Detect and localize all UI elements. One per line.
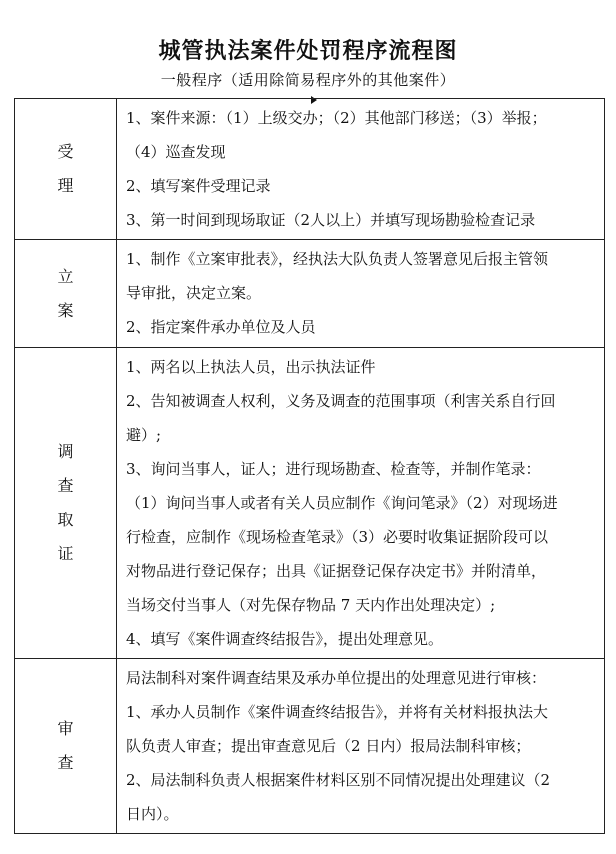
content-line: 3、第一时间到现场取证（2人以上）并填写现场勘验检查记录 — [126, 211, 536, 229]
content-line: 1、制作《立案审批表》，经执法大队负责人签署意见后报主管领 — [126, 250, 549, 268]
content-line: 1、两名以上执法人员，出示执法证件 — [126, 358, 376, 376]
stage-name-char: 受 — [57, 142, 74, 161]
process-table — [14, 98, 605, 834]
stage-content-cell — [117, 659, 605, 834]
stage-name-cell — [15, 659, 117, 834]
stage-name — [57, 135, 73, 203]
stage-name — [57, 435, 73, 571]
stage-name-cell — [15, 348, 117, 659]
content-line: （4）巡查发现 — [126, 143, 226, 161]
content-line: 局法制科对案件调查结果及承办单位提出的处理意见进行审核： — [126, 669, 547, 687]
content-line: 日内）。 — [126, 805, 179, 823]
stage-name-char: 查 — [57, 476, 74, 495]
content-line: 3、询问当事人，证人；进行现场勘查、检查等，并制作笔录： — [126, 460, 541, 478]
content-line: 4、填写《案件调查终结报告》，提出处理意见。 — [126, 630, 444, 648]
stage-row-investigation — [15, 348, 605, 659]
content-line: 队负责人审查；提出审查意见后（2 日内）报局法制科审核； — [126, 737, 531, 755]
content-line: 1、案件来源：（1）上级交办；（2）其他部门移送；（3）举报； — [126, 109, 547, 127]
content-line: 2、局法制科负责人根据案件材料区别不同情况提出处理建议（2 — [126, 771, 551, 789]
stage-name-char: 案 — [57, 300, 74, 320]
stage-name — [57, 260, 73, 328]
content-line: 2、指定案件承办单位及人员 — [126, 318, 316, 336]
stage-name-char: 理 — [57, 176, 74, 195]
page-title: 城管执法案件处罚程序流程图 — [158, 39, 458, 64]
stage-name — [57, 712, 73, 780]
stage-name-char: 取 — [57, 510, 74, 529]
stage-row-filing — [15, 240, 605, 348]
stage-row-review — [15, 659, 605, 834]
content-line: 2、告知被调查人权利，义务及调查的范围事项（利害关系自行回 — [126, 392, 556, 410]
stage-name-char: 立 — [57, 266, 74, 286]
stage-name-char: 证 — [57, 544, 74, 563]
stage-name-cell — [15, 240, 117, 348]
content-line: 导审批，决定立案。 — [126, 284, 262, 302]
stage-content-cell — [117, 240, 605, 348]
content-line: 2、填写案件受理记录 — [126, 177, 271, 195]
content-line: 1、承办人员制作《案件调查终结报告》，并将有关材料报执法大 — [126, 703, 549, 721]
stage-name-char: 审 — [57, 719, 74, 738]
stage-content-cell — [117, 348, 605, 659]
content-line: 避）; — [126, 426, 162, 444]
stage-row-acceptance — [15, 99, 605, 240]
stage-content-cell — [117, 99, 605, 240]
content-line: 当场交付当事人（对先保存物品 7 天内作出处理决定）; — [126, 596, 496, 614]
content-line: 行检查，应制作《现场检查笔录》（3）必要时收集证据阶段可以 — [126, 528, 549, 546]
content-line: 对物品进行登记保存；出具《证据登记保存决定书》并附清单， — [126, 562, 547, 580]
stage-name-cell — [15, 99, 117, 240]
stage-name-char: 查 — [57, 753, 74, 772]
content-line: （1）询问当事人或者有关人员应制作《询问笔录》（2）对现场进 — [126, 494, 558, 512]
stage-name-char: 调 — [57, 442, 74, 461]
page-subtitle: 一般程序（适用除简易程序外的其他案件） — [160, 71, 456, 89]
